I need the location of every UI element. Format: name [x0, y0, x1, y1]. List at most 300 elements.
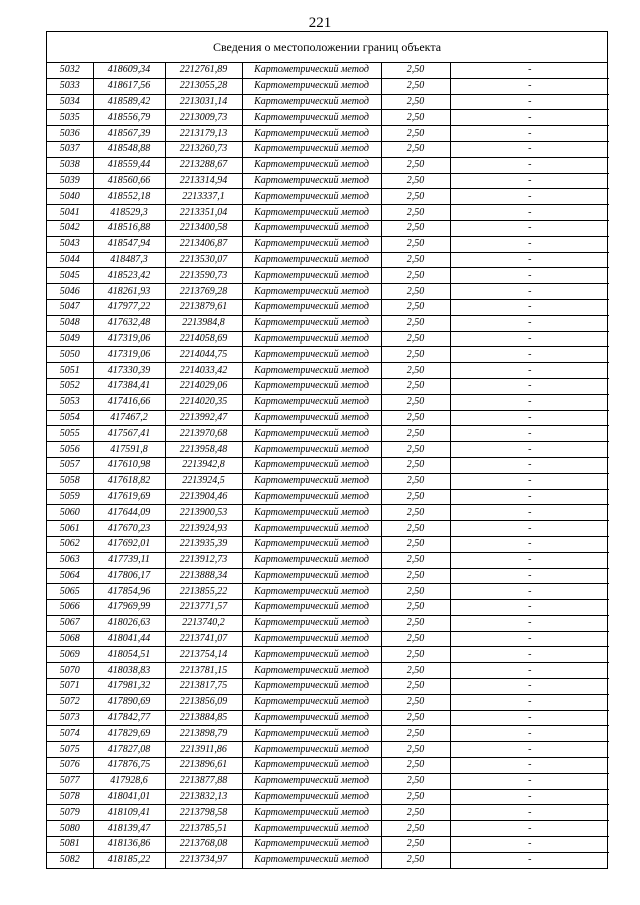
y-coordinate-cell: 2214058,69 [165, 331, 242, 347]
point-number-cell: 5045 [47, 268, 93, 284]
description-cell: - [450, 126, 609, 142]
table-row [47, 457, 609, 473]
accuracy-cell: 2,50 [381, 742, 450, 758]
accuracy-cell: 2,50 [381, 615, 450, 631]
method-cell: Картометрический метод [242, 473, 381, 489]
table-row [47, 220, 609, 236]
method-cell: Картометрический метод [242, 726, 381, 742]
y-coordinate-cell: 2213855,22 [165, 584, 242, 600]
y-coordinate-cell: 2213924,93 [165, 521, 242, 537]
x-coordinate-cell: 417806,17 [93, 568, 165, 584]
method-cell: Картометрический метод [242, 347, 381, 363]
table-row [47, 679, 609, 695]
table-row [47, 157, 609, 173]
y-coordinate-cell: 2213817,75 [165, 679, 242, 695]
point-number-cell: 5032 [47, 63, 93, 78]
y-coordinate-cell: 2214020,35 [165, 394, 242, 410]
x-coordinate-cell: 418109,41 [93, 805, 165, 821]
accuracy-cell: 2,50 [381, 220, 450, 236]
table-row [47, 426, 609, 442]
table-row [47, 631, 609, 647]
point-number-cell: 5036 [47, 126, 93, 142]
point-number-cell: 5050 [47, 347, 93, 363]
accuracy-cell: 2,50 [381, 394, 450, 410]
x-coordinate-cell: 418556,79 [93, 110, 165, 126]
table-row [47, 647, 609, 663]
point-number-cell: 5033 [47, 78, 93, 94]
x-coordinate-cell: 418609,34 [93, 63, 165, 78]
accuracy-cell: 2,50 [381, 821, 450, 837]
method-cell: Картометрический метод [242, 536, 381, 552]
x-coordinate-cell: 417854,96 [93, 584, 165, 600]
method-cell: Картометрический метод [242, 694, 381, 710]
y-coordinate-cell: 2214033,42 [165, 363, 242, 379]
point-number-cell: 5040 [47, 189, 93, 205]
x-coordinate-cell: 417829,69 [93, 726, 165, 742]
description-cell: - [450, 426, 609, 442]
accuracy-cell: 2,50 [381, 852, 450, 867]
method-cell: Картометрический метод [242, 426, 381, 442]
y-coordinate-cell: 2213009,73 [165, 110, 242, 126]
x-coordinate-cell: 418548,88 [93, 141, 165, 157]
x-coordinate-cell: 417969,99 [93, 600, 165, 616]
point-number-cell: 5041 [47, 205, 93, 221]
table-row [47, 299, 609, 315]
y-coordinate-cell: 2213590,73 [165, 268, 242, 284]
description-cell: - [450, 584, 609, 600]
description-cell: - [450, 631, 609, 647]
point-number-cell: 5035 [47, 110, 93, 126]
accuracy-cell: 2,50 [381, 600, 450, 616]
table-row [47, 189, 609, 205]
x-coordinate-cell: 417876,75 [93, 758, 165, 774]
method-cell: Картометрический метод [242, 710, 381, 726]
y-coordinate-cell: 2213911,86 [165, 742, 242, 758]
accuracy-cell: 2,50 [381, 663, 450, 679]
accuracy-cell: 2,50 [381, 710, 450, 726]
point-number-cell: 5076 [47, 758, 93, 774]
table-row [47, 78, 609, 94]
method-cell: Картометрический метод [242, 220, 381, 236]
x-coordinate-cell: 418041,01 [93, 789, 165, 805]
table-row [47, 821, 609, 837]
y-coordinate-cell: 2213768,08 [165, 837, 242, 853]
method-cell: Картометрический метод [242, 805, 381, 821]
y-coordinate-cell: 2213877,88 [165, 773, 242, 789]
description-cell: - [450, 615, 609, 631]
accuracy-cell: 2,50 [381, 442, 450, 458]
table-row [47, 584, 609, 600]
table-row [47, 536, 609, 552]
table-row [47, 141, 609, 157]
method-cell: Картометрический метод [242, 521, 381, 537]
x-coordinate-cell: 417977,22 [93, 299, 165, 315]
description-cell: - [450, 663, 609, 679]
accuracy-cell: 2,50 [381, 837, 450, 853]
accuracy-cell: 2,50 [381, 552, 450, 568]
y-coordinate-cell: 2213740,2 [165, 615, 242, 631]
point-number-cell: 5053 [47, 394, 93, 410]
point-number-cell: 5072 [47, 694, 93, 710]
x-coordinate-cell: 417319,06 [93, 347, 165, 363]
description-cell: - [450, 268, 609, 284]
point-number-cell: 5074 [47, 726, 93, 742]
table-row [47, 284, 609, 300]
point-number-cell: 5075 [47, 742, 93, 758]
point-number-cell: 5055 [47, 426, 93, 442]
accuracy-cell: 2,50 [381, 363, 450, 379]
method-cell: Картометрический метод [242, 363, 381, 379]
x-coordinate-cell: 418589,42 [93, 94, 165, 110]
description-cell: - [450, 157, 609, 173]
accuracy-cell: 2,50 [381, 236, 450, 252]
accuracy-cell: 2,50 [381, 789, 450, 805]
description-cell: - [450, 489, 609, 505]
point-number-cell: 5048 [47, 315, 93, 331]
method-cell: Картометрический метод [242, 457, 381, 473]
y-coordinate-cell: 2213888,34 [165, 568, 242, 584]
description-cell: - [450, 442, 609, 458]
y-coordinate-cell: 2213179,13 [165, 126, 242, 142]
y-coordinate-cell: 2213288,67 [165, 157, 242, 173]
description-cell: - [450, 236, 609, 252]
y-coordinate-cell: 2213351,04 [165, 205, 242, 221]
description-cell: - [450, 331, 609, 347]
table-row [47, 378, 609, 394]
point-number-cell: 5060 [47, 505, 93, 521]
y-coordinate-cell: 2213260,73 [165, 141, 242, 157]
description-cell: - [528, 854, 532, 866]
method-cell: Картометрический метод [242, 378, 381, 394]
point-number-cell: 5073 [47, 710, 93, 726]
point-number-cell: 5037 [47, 141, 93, 157]
method-cell: Картометрический метод [242, 205, 381, 221]
table-row [47, 126, 609, 142]
x-coordinate-cell: 418487,3 [93, 252, 165, 268]
point-number-cell: 5038 [47, 157, 93, 173]
x-coordinate-cell: 417619,69 [93, 489, 165, 505]
description-cell: - [450, 299, 609, 315]
table-row [47, 710, 609, 726]
y-coordinate-cell: 2213984,8 [165, 315, 242, 331]
x-coordinate-cell: 418523,42 [93, 268, 165, 284]
point-number-cell: 5062 [47, 536, 93, 552]
table-body [47, 63, 609, 868]
method-cell: Картометрический метод [242, 331, 381, 347]
point-number-cell: 5058 [47, 473, 93, 489]
accuracy-cell: 2,50 [381, 189, 450, 205]
x-coordinate-cell: 417692,01 [93, 536, 165, 552]
method-cell: Картометрический метод [242, 284, 381, 300]
table-row [47, 173, 609, 189]
description-cell: - [450, 315, 609, 331]
x-coordinate-cell: 417827,08 [93, 742, 165, 758]
description-cell: - [450, 410, 609, 426]
table-row [47, 615, 609, 631]
accuracy-cell: 2,50 [381, 173, 450, 189]
description-cell: - [450, 252, 609, 268]
accuracy-cell: 2,50 [381, 157, 450, 173]
accuracy-cell: 2,50 [381, 584, 450, 600]
y-coordinate-cell: 2213832,13 [165, 789, 242, 805]
point-number-cell: 5056 [47, 442, 93, 458]
point-number-cell: 5043 [47, 236, 93, 252]
accuracy-cell: 2,50 [381, 679, 450, 695]
table-row [47, 758, 609, 774]
accuracy-cell: 2,50 [381, 505, 450, 521]
method-cell: Картометрический метод [242, 663, 381, 679]
accuracy-cell: 2,50 [381, 141, 450, 157]
table-row [47, 521, 609, 537]
point-number-cell: 5070 [47, 663, 93, 679]
description-cell: - [450, 189, 609, 205]
x-coordinate-cell: 418054,51 [93, 647, 165, 663]
x-coordinate-cell: 417591,8 [93, 442, 165, 458]
point-number-cell: 5057 [47, 457, 93, 473]
description-cell: - [450, 110, 609, 126]
y-coordinate-cell: 2213896,61 [165, 758, 242, 774]
y-coordinate-cell: 2213754,14 [165, 647, 242, 663]
table-row [47, 94, 609, 110]
description-cell: - [450, 94, 609, 110]
x-coordinate-cell: 417610,98 [93, 457, 165, 473]
x-coordinate-cell: 417842,77 [93, 710, 165, 726]
point-number-cell: 5049 [47, 331, 93, 347]
y-coordinate-cell: 2212761,89 [165, 63, 242, 78]
point-number-cell: 5047 [47, 299, 93, 315]
point-number-cell: 5081 [47, 837, 93, 853]
boundary-table-frame [46, 31, 608, 869]
accuracy-cell: 2,50 [381, 631, 450, 647]
point-number-cell: 5066 [47, 600, 93, 616]
description-cell: - [450, 837, 609, 853]
point-number-cell: 5079 [47, 805, 93, 821]
accuracy-cell: 2,50 [381, 805, 450, 821]
accuracy-cell: 2,50 [381, 205, 450, 221]
accuracy-cell: 2,50 [381, 647, 450, 663]
method-cell: Картометрический метод [242, 552, 381, 568]
point-number-cell: 5064 [47, 568, 93, 584]
description-cell: - [450, 363, 609, 379]
point-number-cell: 5042 [47, 220, 93, 236]
description-cell: - [450, 220, 609, 236]
accuracy-cell: 2,50 [381, 521, 450, 537]
y-coordinate-cell: 2213314,94 [165, 173, 242, 189]
y-coordinate-cell: 2213958,48 [165, 442, 242, 458]
y-coordinate-cell: 2213935,39 [165, 536, 242, 552]
y-coordinate-cell: 2213400,58 [165, 220, 242, 236]
x-coordinate-cell: 417632,48 [93, 315, 165, 331]
table-row [47, 600, 609, 616]
x-coordinate-cell: 418026,63 [93, 615, 165, 631]
x-coordinate-cell: 417928,6 [93, 773, 165, 789]
x-coordinate-cell: 418529,3 [93, 205, 165, 221]
point-number-cell: 5034 [47, 94, 93, 110]
method-cell: Картометрический метод [242, 631, 381, 647]
x-coordinate-cell: 417890,69 [93, 694, 165, 710]
point-number-cell: 5054 [47, 410, 93, 426]
method-cell: Картометрический метод [242, 758, 381, 774]
description-cell: - [450, 521, 609, 537]
table-row [47, 726, 609, 742]
method-cell: Картометрический метод [242, 141, 381, 157]
table-row [47, 789, 609, 805]
table-row [47, 331, 609, 347]
description-cell: - [450, 378, 609, 394]
description-cell: - [450, 600, 609, 616]
table-row [47, 268, 609, 284]
x-coordinate-cell: 417467,2 [93, 410, 165, 426]
accuracy-cell: 2,50 [381, 457, 450, 473]
point-number-cell: 5052 [47, 378, 93, 394]
table-row [47, 663, 609, 679]
method-cell: Картометрический метод [242, 773, 381, 789]
table-row [47, 473, 609, 489]
y-coordinate-cell: 2213879,61 [165, 299, 242, 315]
method-cell: Картометрический метод [242, 126, 381, 142]
method-cell: Картометрический метод [242, 236, 381, 252]
method-cell: Картометрический метод [242, 189, 381, 205]
method-cell: Картометрический метод [242, 568, 381, 584]
table-row [47, 852, 609, 867]
method-cell: Картометрический метод [242, 489, 381, 505]
table-row [47, 505, 609, 521]
x-coordinate-cell: 418552,18 [93, 189, 165, 205]
accuracy-cell: 2,50 [381, 126, 450, 142]
method-cell: Картометрический метод [242, 505, 381, 521]
accuracy-cell: 2,50 [381, 299, 450, 315]
accuracy-cell: 2,50 [381, 410, 450, 426]
method-cell: Картометрический метод [242, 584, 381, 600]
accuracy-cell: 2,50 [381, 568, 450, 584]
method-cell: Картометрический метод [242, 173, 381, 189]
y-coordinate-cell: 2213406,87 [165, 236, 242, 252]
method-cell: Картометрический метод [242, 789, 381, 805]
y-coordinate-cell: 2213856,09 [165, 694, 242, 710]
description-cell: - [450, 205, 609, 221]
y-coordinate-cell: 2213898,79 [165, 726, 242, 742]
accuracy-cell: 2,50 [381, 331, 450, 347]
accuracy-cell: 2,50 [381, 489, 450, 505]
y-coordinate-cell: 2213337,1 [165, 189, 242, 205]
point-number-cell: 5077 [47, 773, 93, 789]
method-cell: Картометрический метод [242, 742, 381, 758]
y-coordinate-cell: 2213734,97 [165, 852, 242, 867]
description-cell: - [450, 647, 609, 663]
x-coordinate-cell: 418567,39 [93, 126, 165, 142]
x-coordinate-cell: 418559,44 [93, 157, 165, 173]
table-row [47, 110, 609, 126]
table-row [47, 347, 609, 363]
description-cell: - [450, 473, 609, 489]
description-cell: - [450, 805, 609, 821]
description-cell: - [450, 552, 609, 568]
accuracy-cell: 2,50 [381, 110, 450, 126]
method-cell: Картометрический метод [242, 837, 381, 853]
accuracy-cell: 2,50 [381, 694, 450, 710]
method-cell: Картометрический метод [242, 442, 381, 458]
page-number: 221 [308, 15, 332, 31]
point-number-cell: 5046 [47, 284, 93, 300]
point-number-cell: 5063 [47, 552, 93, 568]
method-cell: Картометрический метод [242, 821, 381, 837]
accuracy-cell: 2,50 [381, 94, 450, 110]
description-cell: - [450, 568, 609, 584]
y-coordinate-cell: 2213884,85 [165, 710, 242, 726]
point-number-cell: 5082 [47, 852, 93, 867]
y-coordinate-cell: 2214029,06 [165, 378, 242, 394]
table-row [47, 742, 609, 758]
table-row [47, 568, 609, 584]
x-coordinate-cell: 417330,39 [93, 363, 165, 379]
y-coordinate-cell: 2213769,28 [165, 284, 242, 300]
y-coordinate-cell: 2213798,58 [165, 805, 242, 821]
x-coordinate-cell: 418261,93 [93, 284, 165, 300]
accuracy-cell: 2,50 [381, 536, 450, 552]
method-cell: Картометрический метод [242, 252, 381, 268]
description-cell: - [450, 347, 609, 363]
x-coordinate-cell: 417319,06 [93, 331, 165, 347]
table-row [47, 410, 609, 426]
accuracy-cell: 2,50 [381, 284, 450, 300]
method-cell: Картометрический метод [242, 679, 381, 695]
point-number-cell: 5061 [47, 521, 93, 537]
description-cell: - [450, 173, 609, 189]
method-cell: Картометрический метод [242, 615, 381, 631]
accuracy-cell: 2,50 [381, 773, 450, 789]
x-coordinate-cell: 417739,11 [93, 552, 165, 568]
description-cell: - [450, 821, 609, 837]
accuracy-cell: 2,50 [381, 378, 450, 394]
description-cell: - [450, 758, 609, 774]
description-cell: - [450, 78, 609, 94]
y-coordinate-cell: 2213530,07 [165, 252, 242, 268]
x-coordinate-cell: 418041,44 [93, 631, 165, 647]
method-cell: Картометрический метод [242, 315, 381, 331]
accuracy-cell: 2,50 [381, 726, 450, 742]
y-coordinate-cell: 2213970,68 [165, 426, 242, 442]
y-coordinate-cell: 2213942,8 [165, 457, 242, 473]
accuracy-cell: 2,50 [381, 347, 450, 363]
table-row [47, 252, 609, 268]
x-coordinate-cell: 418560,66 [93, 173, 165, 189]
point-number-cell: 5051 [47, 363, 93, 379]
point-number-cell: 5080 [47, 821, 93, 837]
method-cell: Картометрический метод [242, 394, 381, 410]
x-coordinate-cell: 418139,47 [93, 821, 165, 837]
x-coordinate-cell: 417670,23 [93, 521, 165, 537]
y-coordinate-cell: 2213055,28 [165, 78, 242, 94]
x-coordinate-cell: 417384,41 [93, 378, 165, 394]
y-coordinate-cell: 2213031,14 [165, 94, 242, 110]
y-coordinate-cell: 2213992,47 [165, 410, 242, 426]
y-coordinate-cell: 2213781,15 [165, 663, 242, 679]
point-number-cell: 5059 [47, 489, 93, 505]
accuracy-cell: 2,50 [381, 473, 450, 489]
description-cell: - [450, 710, 609, 726]
y-coordinate-cell: 2213912,73 [165, 552, 242, 568]
x-coordinate-cell: 417981,32 [93, 679, 165, 695]
accuracy-cell: 2,50 [381, 63, 450, 78]
y-coordinate-cell: 2213771,57 [165, 600, 242, 616]
description-cell: - [450, 457, 609, 473]
description-cell: - [450, 773, 609, 789]
table-row [47, 63, 609, 78]
accuracy-cell: 2,50 [381, 268, 450, 284]
description-cell: - [450, 679, 609, 695]
method-cell: Картометрический метод [242, 157, 381, 173]
y-coordinate-cell: 2213900,53 [165, 505, 242, 521]
